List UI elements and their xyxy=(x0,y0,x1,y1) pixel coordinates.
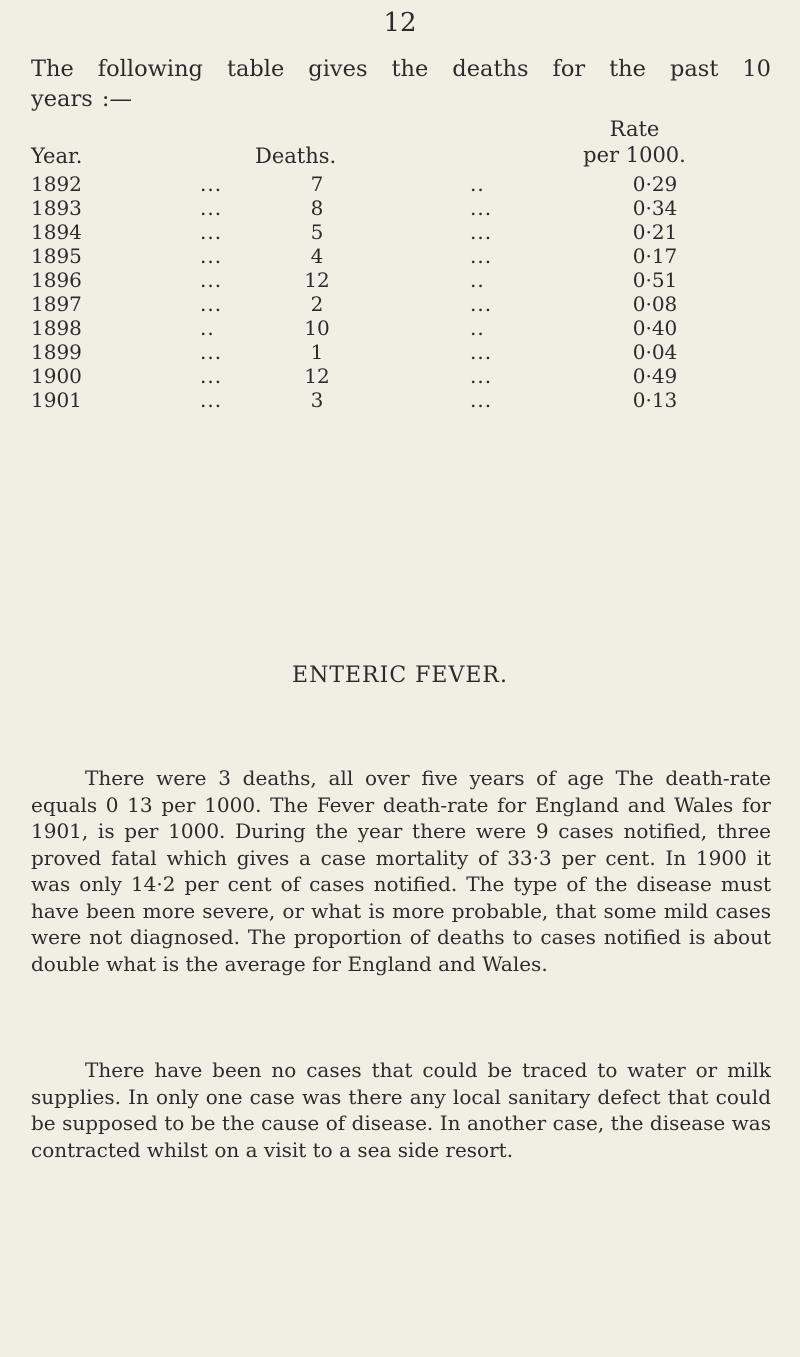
intro-line-2: years :— xyxy=(31,86,132,112)
table-row xyxy=(0,364,800,388)
leader-dots: ... xyxy=(470,388,493,412)
table-row xyxy=(0,340,800,364)
table-row xyxy=(0,268,800,292)
rate-cell: 0·21 xyxy=(632,220,678,244)
leader-dots: .. xyxy=(470,268,485,292)
rate-cell: 0·13 xyxy=(632,388,678,412)
rate-cell: 0·08 xyxy=(632,292,678,316)
deaths-cell: 4 xyxy=(310,244,324,268)
rate-cell: 0·51 xyxy=(632,268,678,292)
year-cell: 1892 xyxy=(31,172,82,196)
rate-cell: 0·17 xyxy=(632,244,678,268)
deaths-cell: 12 xyxy=(304,364,330,388)
year-cell: 1898 xyxy=(31,316,82,340)
deaths-cell: 3 xyxy=(310,388,324,412)
leader-dots: ... xyxy=(200,172,223,196)
deaths-cell: 2 xyxy=(310,292,324,316)
leader-dots: ... xyxy=(470,220,493,244)
leader-dots: ... xyxy=(470,244,493,268)
leader-dots: .. xyxy=(200,316,215,340)
leader-dots: ... xyxy=(200,268,223,292)
leader-dots: ... xyxy=(200,292,223,316)
table-row xyxy=(0,196,800,220)
intro-line-1: The following table gives the deaths for the past 10 xyxy=(31,56,771,82)
year-cell: 1895 xyxy=(31,244,82,268)
year-cell: 1901 xyxy=(31,388,82,412)
year-cell: 1899 xyxy=(31,340,82,364)
intro-text xyxy=(31,54,771,114)
deaths-table xyxy=(0,172,800,412)
year-cell: 1900 xyxy=(31,364,82,388)
rate-cell: 0·04 xyxy=(632,340,678,364)
column-header-rate-line-2: per 1000. xyxy=(583,143,686,167)
year-cell: 1894 xyxy=(31,220,82,244)
column-header-year: Year. xyxy=(31,144,83,168)
table-row xyxy=(0,172,800,196)
year-cell: 1897 xyxy=(31,292,82,316)
leader-dots: .. xyxy=(470,172,485,196)
deaths-cell: 7 xyxy=(310,172,324,196)
table-row xyxy=(0,244,800,268)
deaths-cell: 1 xyxy=(310,340,324,364)
table-row xyxy=(0,220,800,244)
deaths-cell: 10 xyxy=(304,316,330,340)
deaths-cell: 5 xyxy=(310,220,324,244)
year-cell: 1896 xyxy=(31,268,82,292)
year-cell: 1893 xyxy=(31,196,82,220)
leader-dots: .. xyxy=(470,316,485,340)
leader-dots: ... xyxy=(200,340,223,364)
rate-cell: 0·40 xyxy=(632,316,678,340)
leader-dots: ... xyxy=(200,244,223,268)
column-header-deaths: Deaths. xyxy=(255,144,337,168)
section-heading: ENTERIC FEVER. xyxy=(292,663,508,688)
leader-dots: ... xyxy=(200,364,223,388)
paragraph-water-milk: There have been no cases that could be traced to water or milk supplies. In only one case was there any local sanitary defect that could be supposed to be the cause of disease. In another case, the disease was contracted whilst on a visit to a sea side resort. xyxy=(31,1058,771,1162)
leader-dots: ... xyxy=(470,364,493,388)
column-header-rate xyxy=(567,116,702,168)
table-row xyxy=(0,316,800,340)
rate-cell: 0·29 xyxy=(632,172,678,196)
rate-cell: 0·49 xyxy=(632,364,678,388)
leader-dots: ... xyxy=(470,292,493,316)
leader-dots: ... xyxy=(470,340,493,364)
leader-dots: ... xyxy=(200,196,223,220)
table-row xyxy=(0,388,800,412)
leader-dots: ... xyxy=(200,388,223,412)
page-number: 12 xyxy=(383,8,417,38)
leader-dots: ... xyxy=(470,196,493,220)
deaths-cell: 8 xyxy=(310,196,324,220)
paragraph-enteric-deaths: There were 3 deaths, all over five years of age The death-rate equals 0 13 per 1000. The Fever death-rate for England and Wales for 1901, is per 1000. During the year there were 9 cases notified, three proved fatal which gives a case mortality of 33·3 per cent. In 1900 it was only 14·2 per cent of cases notified. The type of the disease must have been more severe, or what is more probable, that some mild cases were not diagnosed. The proportion of deaths to cases notified is about double what is the average for England and Wales. xyxy=(31,766,771,976)
rate-cell: 0·34 xyxy=(632,196,678,220)
deaths-cell: 12 xyxy=(304,268,330,292)
column-header-rate-line-1: Rate xyxy=(609,117,660,141)
table-row xyxy=(0,292,800,316)
leader-dots: ... xyxy=(200,220,223,244)
